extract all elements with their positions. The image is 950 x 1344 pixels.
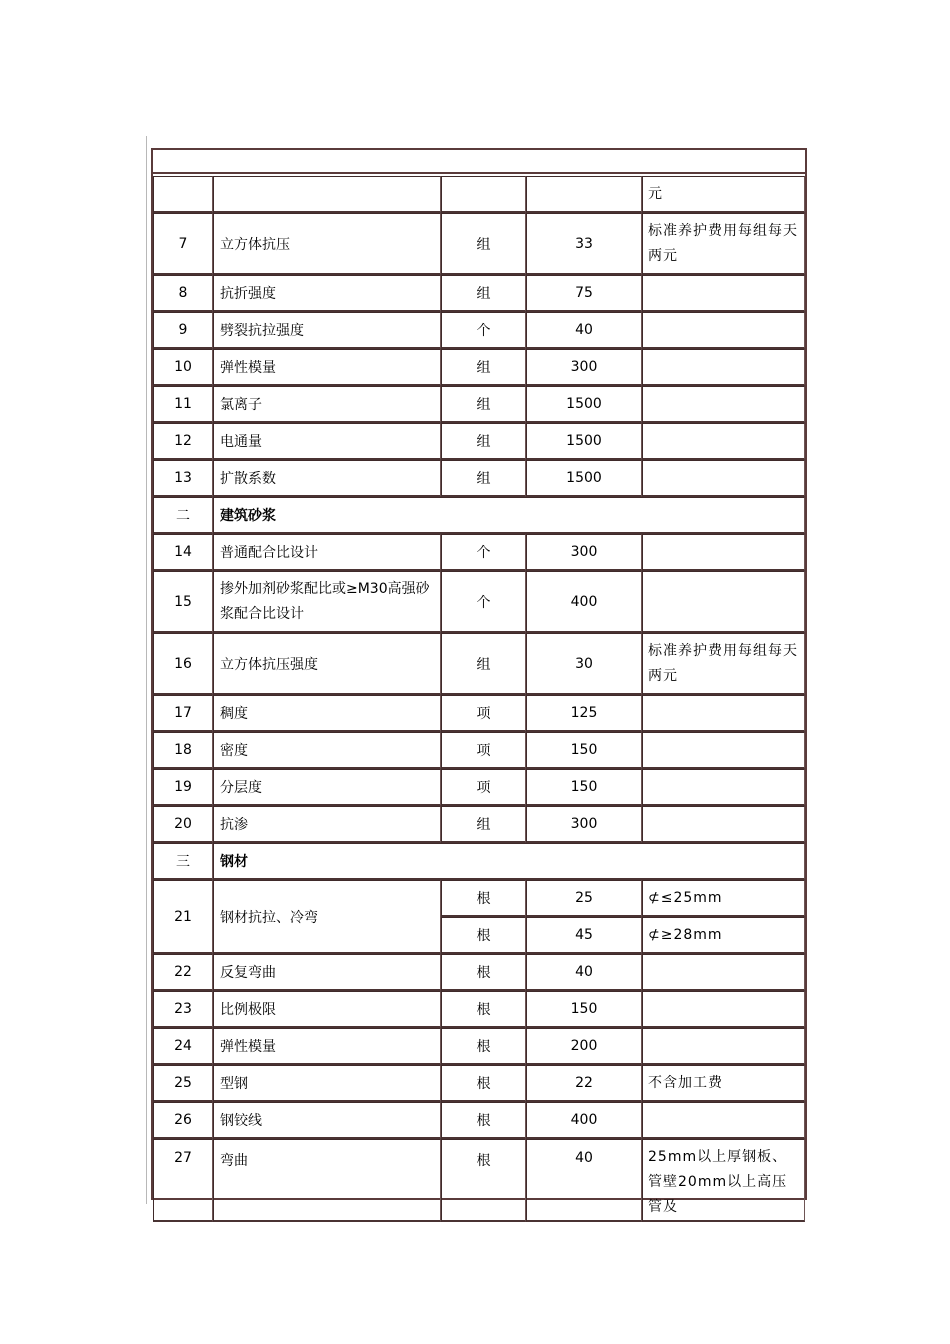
price-cell: 400 — [526, 571, 642, 633]
table-row — [153, 1139, 805, 1222]
item-name: 弯曲 — [213, 1139, 441, 1222]
item-name: 立方体抗压强度 — [213, 633, 441, 695]
row-number: 14 — [153, 534, 213, 571]
unit-cell: 组 — [441, 460, 526, 497]
note-cell: ⊄≥28mm — [642, 917, 805, 954]
row-number: 18 — [153, 732, 213, 769]
unit-cell: 根 — [441, 954, 526, 991]
note-cell — [642, 695, 805, 732]
table-row — [153, 880, 805, 917]
row-number: 26 — [153, 1102, 213, 1139]
row-number: 8 — [153, 275, 213, 312]
price-cell: 150 — [526, 769, 642, 806]
unit-cell: 组 — [441, 423, 526, 460]
row-number: 25 — [153, 1065, 213, 1102]
unit-cell: 组 — [441, 275, 526, 312]
note-cell — [642, 1028, 805, 1065]
table-row — [153, 695, 805, 732]
price-cell: 200 — [526, 1028, 642, 1065]
item-name: 钢铰线 — [213, 1102, 441, 1139]
table-row — [153, 176, 805, 213]
note-cell — [642, 806, 805, 843]
section-header-row — [153, 497, 805, 534]
row-number: 7 — [153, 213, 213, 275]
price-cell: 25 — [526, 880, 642, 917]
price-cell: 40 — [526, 1139, 642, 1222]
table-row — [153, 460, 805, 497]
row-number: 20 — [153, 806, 213, 843]
unit-cell: 根 — [441, 880, 526, 917]
note-cell: 不含加工费 — [642, 1065, 805, 1102]
note-cell: 标准养护费用每组每天两元 — [642, 213, 805, 275]
unit-cell: 根 — [441, 1028, 526, 1065]
item-name: 普通配合比设计 — [213, 534, 441, 571]
table-row — [153, 386, 805, 423]
price-cell: 1500 — [526, 386, 642, 423]
row-number: 15 — [153, 571, 213, 633]
note-cell — [642, 312, 805, 349]
row-number: 21 — [153, 880, 213, 954]
price-cell: 45 — [526, 917, 642, 954]
note-cell — [642, 732, 805, 769]
note-cell: 25mm以上厚钢板、管壁20mm以上高压管及 — [642, 1139, 805, 1222]
unit-cell: 根 — [441, 917, 526, 954]
item-name: 立方体抗压 — [213, 213, 441, 275]
item-name: 稠度 — [213, 695, 441, 732]
price-cell: 150 — [526, 732, 642, 769]
price-cell: 300 — [526, 534, 642, 571]
item-name: 比例极限 — [213, 991, 441, 1028]
row-number: 19 — [153, 769, 213, 806]
price-cell: 1500 — [526, 423, 642, 460]
note-cell — [642, 991, 805, 1028]
row-number: 23 — [153, 991, 213, 1028]
table-row — [153, 349, 805, 386]
table-row — [153, 312, 805, 349]
item-name: 电通量 — [213, 423, 441, 460]
price-cell: 1500 — [526, 460, 642, 497]
table-row — [153, 769, 805, 806]
unit-cell: 组 — [441, 213, 526, 275]
item-name: 弹性模量 — [213, 1028, 441, 1065]
section-number: 二 — [153, 497, 213, 534]
item-name: 分层度 — [213, 769, 441, 806]
unit-cell: 组 — [441, 633, 526, 695]
note-cell — [642, 1102, 805, 1139]
unit-cell: 根 — [441, 1139, 526, 1222]
section-number: 三 — [153, 843, 213, 880]
note-cell — [642, 571, 805, 633]
note-cell — [642, 769, 805, 806]
row-number: 17 — [153, 695, 213, 732]
unit-cell: 组 — [441, 806, 526, 843]
unit-cell: 个 — [441, 312, 526, 349]
section-header-row — [153, 843, 805, 880]
note-cell — [642, 460, 805, 497]
price-cell: 22 — [526, 1065, 642, 1102]
note-cell — [642, 423, 805, 460]
item-name: 氯离子 — [213, 386, 441, 423]
unit-cell: 根 — [441, 1065, 526, 1102]
note-cell — [642, 349, 805, 386]
item-name: 型钢 — [213, 1065, 441, 1102]
item-name: 扩散系数 — [213, 460, 441, 497]
unit-cell: 个 — [441, 571, 526, 633]
item-name: 抗渗 — [213, 806, 441, 843]
item-name: 抗折强度 — [213, 275, 441, 312]
unit-cell: 根 — [441, 991, 526, 1028]
table-row — [153, 806, 805, 843]
note-cell: 标准养护费用每组每天两元 — [642, 633, 805, 695]
note-cell: 元 — [642, 176, 805, 213]
item-name: 劈裂抗拉强度 — [213, 312, 441, 349]
row-number: 16 — [153, 633, 213, 695]
section-title: 建筑砂浆 — [213, 497, 805, 534]
unit-cell: 组 — [441, 386, 526, 423]
unit-cell: 根 — [441, 1102, 526, 1139]
note-cell — [642, 534, 805, 571]
note-cell — [642, 275, 805, 312]
unit-cell: 个 — [441, 534, 526, 571]
item-name: 弹性模量 — [213, 349, 441, 386]
table-row — [153, 1028, 805, 1065]
row-number: 27 — [153, 1139, 213, 1222]
table-row — [153, 275, 805, 312]
row-number: 13 — [153, 460, 213, 497]
section-title: 钢材 — [213, 843, 805, 880]
table-row — [153, 534, 805, 571]
note-cell — [642, 386, 805, 423]
unit-cell: 项 — [441, 769, 526, 806]
table-row — [153, 213, 805, 275]
price-cell: 300 — [526, 349, 642, 386]
item-name: 掺外加剂砂浆配比或≥M30高强砂浆配合比设计 — [213, 571, 441, 633]
price-cell: 125 — [526, 695, 642, 732]
price-cell: 40 — [526, 954, 642, 991]
item-name: 密度 — [213, 732, 441, 769]
row-number: 9 — [153, 312, 213, 349]
note-cell: ⊄≤25mm — [642, 880, 805, 917]
item-name: 钢材抗拉、冷弯 — [213, 880, 441, 954]
unit-cell: 项 — [441, 695, 526, 732]
table-row — [153, 423, 805, 460]
table-caption-row — [153, 150, 805, 174]
unit-cell: 项 — [441, 732, 526, 769]
table-row — [153, 1065, 805, 1102]
table-row — [153, 571, 805, 633]
row-number: 12 — [153, 423, 213, 460]
note-cell — [642, 954, 805, 991]
price-cell: 33 — [526, 213, 642, 275]
price-cell: 75 — [526, 275, 642, 312]
price-cell: 150 — [526, 991, 642, 1028]
row-number: 22 — [153, 954, 213, 991]
table-row — [153, 732, 805, 769]
unit-cell: 组 — [441, 349, 526, 386]
price-cell: 300 — [526, 806, 642, 843]
price-cell: 30 — [526, 633, 642, 695]
table-row — [153, 1102, 805, 1139]
page-margin-rule — [146, 136, 147, 1204]
price-table — [153, 176, 805, 1222]
row-number: 10 — [153, 349, 213, 386]
price-cell: 40 — [526, 312, 642, 349]
table-row — [153, 633, 805, 695]
price-cell: 400 — [526, 1102, 642, 1139]
row-number: 24 — [153, 1028, 213, 1065]
row-number: 11 — [153, 386, 213, 423]
item-name: 反复弯曲 — [213, 954, 441, 991]
table-row — [153, 954, 805, 991]
table-row — [153, 991, 805, 1028]
